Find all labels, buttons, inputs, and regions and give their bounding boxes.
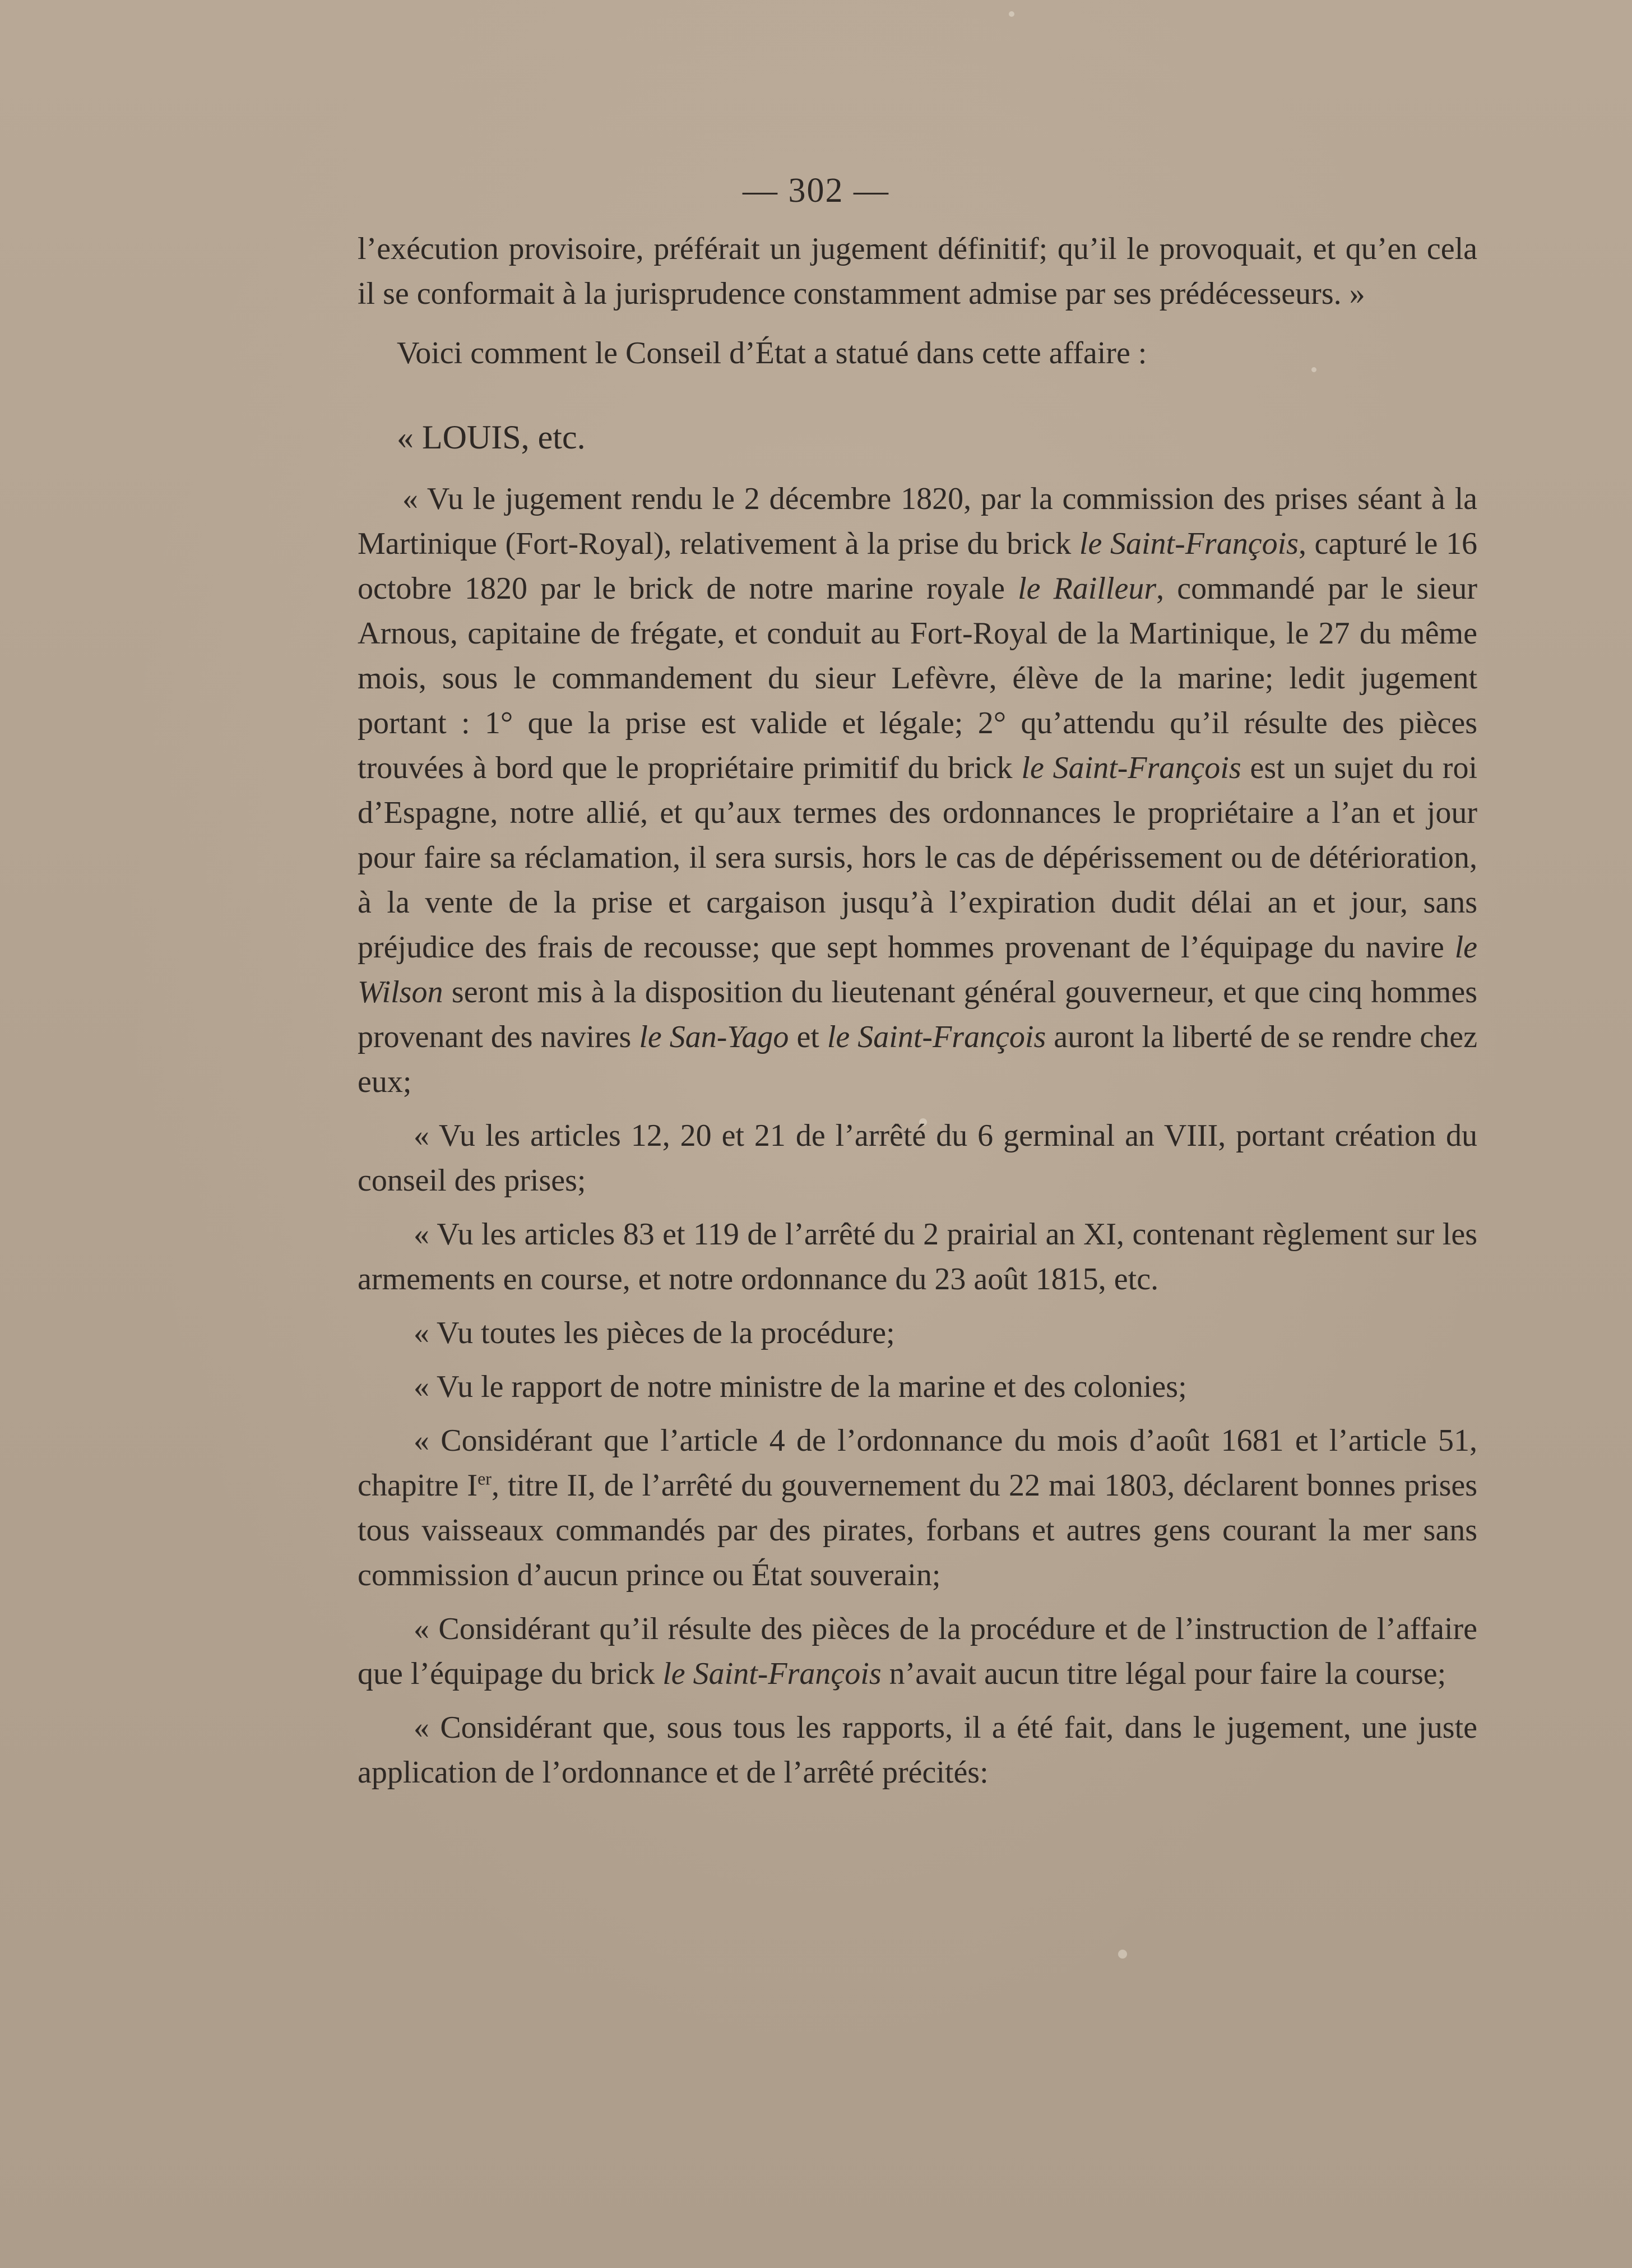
text-run: « Vu le rapport de notre ministre de la marine et des colonies; — [414, 1369, 1187, 1404]
italic-title: le Wilson — [358, 930, 1477, 1010]
text-run: est un sujet du roi d’Espagne, notre allié, et qu’aux termes des ordonnances le propriétaire a l’an et jour pour faire sa réclamation, il sera sursis, hors le cas de dépérissement ou de détérioration, à la vente de la prise et cargaison jusqu’à l’expiration dudit délai an et jour, sans préjudice des frais de recousse; que sept hommes provenant de l’équipage du navire — [358, 751, 1478, 965]
text-run: « Considérant que l’article 4 de l’ordonnance du mois d’août 1681 et l’article 51, chapitre I — [358, 1423, 1477, 1503]
italic-title: le San-Yago — [639, 1020, 789, 1054]
italic-title: le Saint-François — [1021, 751, 1241, 785]
italic-title: le Railleur — [1018, 571, 1157, 606]
text-run: « Vu toutes les pièces de la procédure; — [414, 1316, 895, 1350]
paragraph-considerant-ordonnance — [358, 1418, 1477, 1598]
text-run: « LOUIS, etc. — [397, 419, 586, 456]
superscript: er — [477, 1468, 492, 1489]
paragraph-considerant-application — [358, 1705, 1477, 1795]
paragraph-intro-decision — [358, 331, 1477, 376]
paper-speck — [1118, 1950, 1127, 1959]
text-run: n’avait aucun titre légal pour faire la course; — [881, 1656, 1446, 1691]
paragraph-continuation — [358, 226, 1477, 316]
italic-title: le Saint-François — [1079, 526, 1299, 561]
paragraph-louis — [358, 415, 1477, 460]
text-run: « Vu le jugement rendu le 2 décembre 1820, par la commission des prises séant à la Martinique (Fort-Royal), relativement à la prise du brick — [358, 482, 1477, 561]
paragraph-vu-rapport — [358, 1364, 1477, 1409]
text-run: , commandé par le sieur Arnous, capitaine de frégate, et conduit au Fort-Royal de la Martinique, le 27 du même mois, sous le commandement du sieur Lefèvre, élève de la marine; ledit jugement portant : 1° que la prise est valide et légale; 2° qu’attendu qu’il résulte des pièces trouvées à bord que le propriétaire primitif du brick — [358, 571, 1477, 785]
body-text — [358, 226, 1477, 1795]
text-run: et — [789, 1020, 827, 1054]
paragraph-vu-articles-prairial — [358, 1212, 1477, 1302]
text-run: « Vu les articles 12, 20 et 21 de l’arrêté du 6 germinal an VIII, portant création du conseil des prises; — [358, 1118, 1477, 1198]
italic-title: le Saint-François — [827, 1020, 1046, 1054]
text-run: auront la liberté de se rendre chez eux; — [358, 1020, 1477, 1099]
text-run: Voici comment le Conseil d’État a statué dans cette affaire : — [397, 336, 1147, 371]
paragraph-vu-jugement — [358, 476, 1477, 1104]
text-run: l’exécution provisoire, préférait un jugement définitif; qu’il le provoquait, et qu’en cela il se conformait à la jurisprudence constamment admise par ses prédécesseurs. » — [358, 232, 1477, 311]
text-run: , titre II, de l’arrêté du gouvernement du 22 mai 1803, déclarent bonnes prises tous vaisseaux commandés par des pirates, forbans et autres gens courant la mer sans commission d’aucun prince ou État souverain; — [358, 1468, 1478, 1593]
page-number: — 302 — — [743, 172, 889, 210]
paragraph-considerant-equipage — [358, 1607, 1477, 1696]
paragraph-vu-pieces — [358, 1311, 1477, 1355]
text-run: « Vu les articles 83 et 119 de l’arrêté du 2 prairial an XI, contenant règlement sur les armements en course, et notre ordonnance du 23 août 1815, etc. — [358, 1217, 1477, 1297]
paragraph-vu-articles-germinal — [358, 1113, 1477, 1203]
italic-title: le Saint-François — [662, 1656, 882, 1691]
text-run: seront mis à la disposition du lieutenant général gouverneur, et que cinq hommes provenant des navires — [358, 975, 1477, 1054]
text-run: « Considérant qu’il résulte des pièces de la procédure et de l’instruction de l’affaire que l’équipage du brick — [358, 1612, 1477, 1691]
text-run: « Considérant que, sous tous les rapports, il a été fait, dans le jugement, une juste application de l’ordonnance et de l’arrêté précités: — [358, 1710, 1477, 1790]
text-run: , capturé le 16 octobre 1820 par le brick de notre marine royale — [358, 526, 1477, 606]
paper-speck — [1009, 11, 1014, 17]
